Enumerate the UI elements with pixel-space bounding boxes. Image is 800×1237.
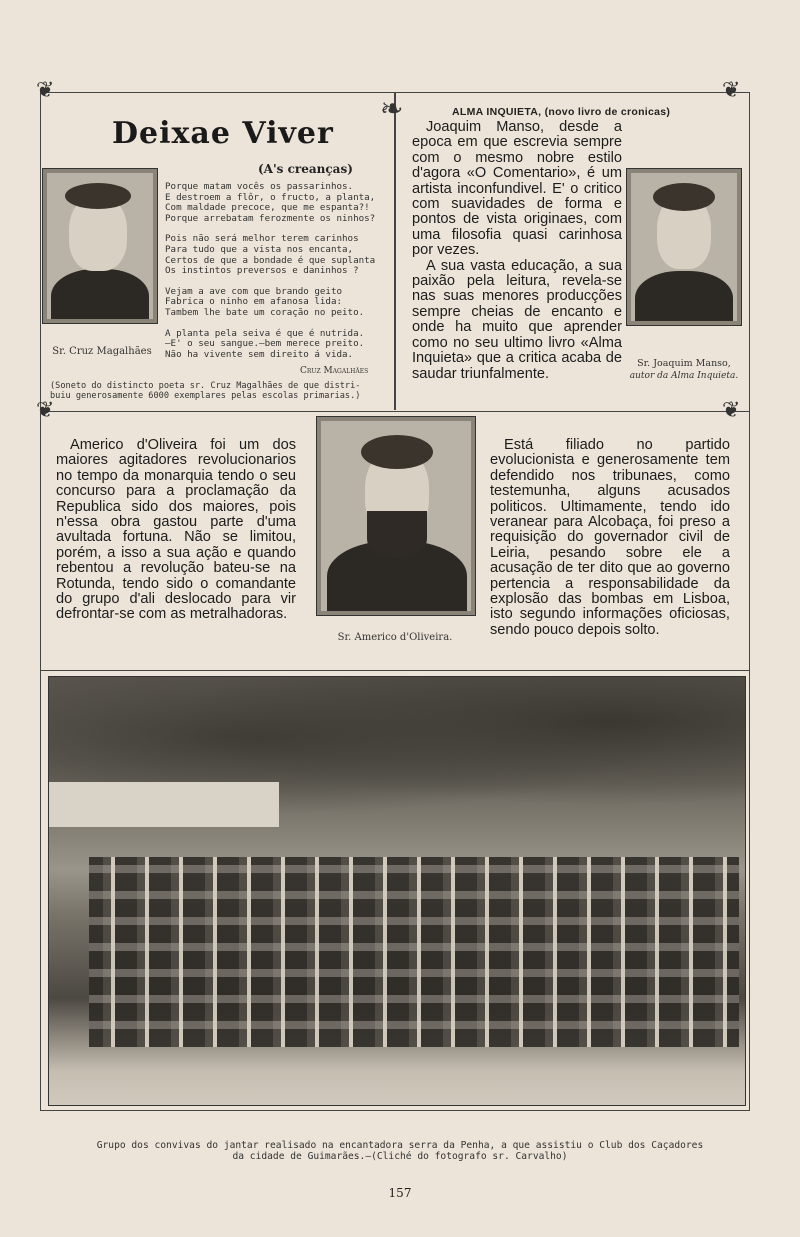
poem-stanza: Vejam a ave com que brando geito Fabrica o ninho em afanosa lida: Tambem lhe bate um coração no peito. [165, 285, 365, 318]
corner-ornament-icon: ❦ [722, 78, 741, 103]
poem-signature: Cruz Magalhães [300, 366, 369, 376]
divider-ornament-icon: ❧ [380, 92, 404, 125]
portrait-cruz-magalhaes [42, 168, 158, 324]
americo-text-right [490, 438, 730, 638]
poem-stanza: Pois não será melhor terem carinhos Para tudo que a vista nos encanta, Certos de que a bondade é que suplanta Os instintos preversos e daninhos ? [165, 233, 376, 277]
poem-stanza: Porque matam vocês os passarinhos. E destroem a flôr, o fructo, a planta, Com maldade precoce, que me espanta?! Porque arrebatam ferozmente os ninhos? [165, 181, 376, 224]
corner-ornament-icon: ❦ [36, 78, 55, 103]
americo-text-left [56, 438, 296, 623]
article-paragraph: Americo d'Oliveira foi um dos maiores agitadores revolucionarios no tempo da monarquia tendo o seu concurso para a proclamação da Republica sido dos maiores, pois n'essa obra gastou parte d'uma avultada fortuna. Não se limitou, porém, a isso a sua ação e quando rebentou a revolução bateu-se na Rotunda, tendo sido o comandante do grupo d'ali deslocado para vir defrontar-se com as metralhadoras. [56, 437, 296, 623]
caption-line: Grupo dos convivas do jantar realisado na encantadora serra da Penha, a que assistiu o Club dos Caçadores [96, 1140, 704, 1151]
portrait-caption: Sr. Americo d'Oliveira. [337, 632, 453, 643]
corner-ornament-icon: ❦ [36, 398, 55, 423]
book-paragraph: A sua vasta educação, a sua paixão pela leitura, revela-se nas suas menores producções sempre cheias de encanto e onde ha muito que aprender como no seu ultimo livro «Alma Inquieta» que a critica acaba de saudar triunfalmente. [412, 257, 622, 382]
book-paragraph: Joaquim Manso, desde a epoca em que escrevia sempre com o mesmo nobre estilo d'agora «O Comentario», é um artista inconfundivel. E' o critico com suavidades de forma e pontos de vista originaes, com uma filosofia quasi carinhosa por vezes. [412, 119, 622, 259]
group-photo-caption [40, 1140, 760, 1162]
poem-stanza: A planta pela seiva é que é nutrida. —E' o seu sangue.—bem merece preito. Não ha vivente sem direito á vida. [165, 327, 365, 360]
portrait-caption: Sr. Cruz Magalhães [52, 346, 152, 357]
caption-line: da cidade de Guimarães.—(Cliché do fotografo sr. Carvalho) [232, 1151, 568, 1162]
poem-title: Deixae Viver [112, 116, 334, 151]
poem-note: (Soneto do distincto poeta sr. Cruz Magalhães de que distri- buiu generosamente 6000 exemplares pelas escolas primarias.) [50, 381, 361, 401]
article-paragraph: Está filiado no partido evolucionista e generosamente tem defendido nos tribunaes, como testemunha, alguns acusados politicos. Ultimamente, tendo ido veranear para Alcobaça, foi preso a requisição do governador civil de Leiria, pesando sobre ele a acusação de ter dito que ao governo pertencia a responsabilidade da explosão das bombas em Lisboa, isto segundo informações oficiosas, sendo pouco depois solto. [490, 437, 730, 638]
book-review-text [412, 120, 622, 382]
poem-subtitle: (A's creanças) [258, 162, 353, 176]
portrait-caption: Sr. Joaquim Manso, [637, 358, 731, 369]
corner-ornament-icon: ❦ [722, 398, 741, 423]
book-heading: ALMA INQUIETA, (novo livro de cronicas) [452, 106, 671, 118]
page-number: 157 [388, 1186, 412, 1200]
portrait-americo-oliveira [316, 416, 476, 616]
group-photo [48, 676, 746, 1106]
portrait-joaquim-manso [626, 168, 742, 326]
portrait-caption: autor da Alma Inquieta. [629, 371, 739, 381]
top-divider [394, 92, 396, 410]
poem-body [165, 182, 390, 360]
